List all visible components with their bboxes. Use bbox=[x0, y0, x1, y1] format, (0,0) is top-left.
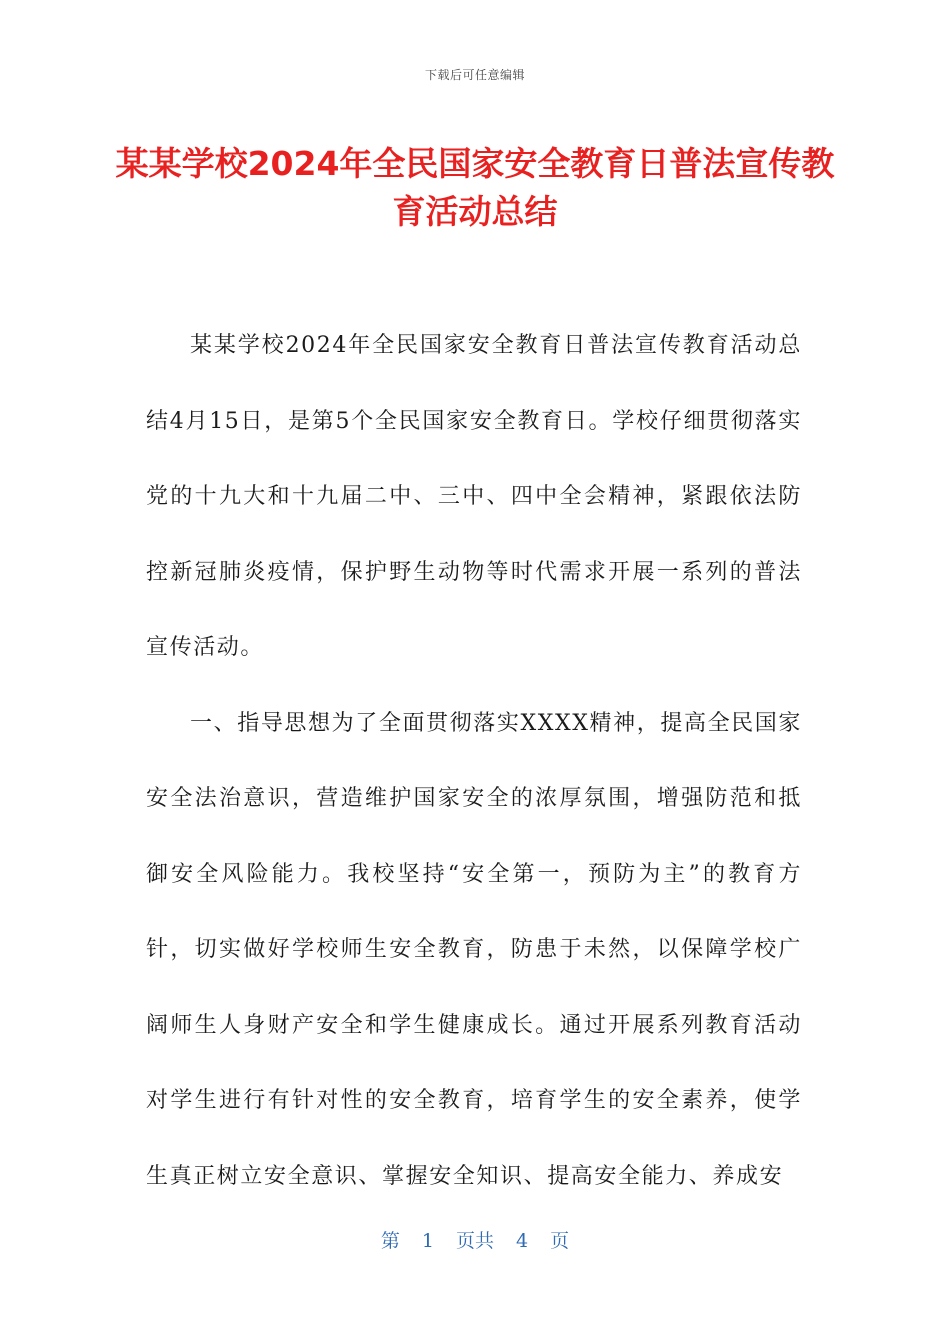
document-title: 某某学校2024年全民国家安全教育日普法宣传教育活动总结 bbox=[115, 144, 835, 231]
footer-middle: 页共 bbox=[455, 1230, 494, 1252]
paragraph-guiding-ideology: 一、指导思想为了全面贯彻落实XXXX精神，提高全民国家安全法治意识，营造维护国家安全的浓厚氛围，增强防范和抵御安全风险能力。我校坚持“安全第一，预防为主”的教育方针，切实做好学校师生安全教育，防患于未然，以保障学校广阔师生人身财产安全和学生健康成长。通过开展系列教育活动对学生进行有针对性的安全教育，培育学生的安全素养，使学生真正树立安全意识、掌握安全知识、提高安全能力、养成安 bbox=[146, 710, 802, 1189]
total-pages-number: 4 bbox=[516, 1230, 529, 1252]
header-note: 下载后可任意编辑 bbox=[424, 68, 525, 82]
footer-suffix: 页 bbox=[550, 1230, 570, 1252]
paragraph-intro: 某某学校2024年全民国家安全教育日普法宣传教育活动总结4月15日，是第5个全民国家安全教育日。学校仔细贯彻落实党的十九大和十九届二中、三中、四中全会精神，紧跟依法防控新冠肺炎疫情，保护野生动物等时代需求开展一系列的普法宣传活动。 bbox=[146, 333, 802, 660]
page-number-footer bbox=[0, 1226, 950, 1253]
document-body bbox=[146, 308, 802, 1214]
current-page-number: 1 bbox=[421, 1230, 434, 1252]
footer-prefix: 第 bbox=[380, 1230, 400, 1252]
